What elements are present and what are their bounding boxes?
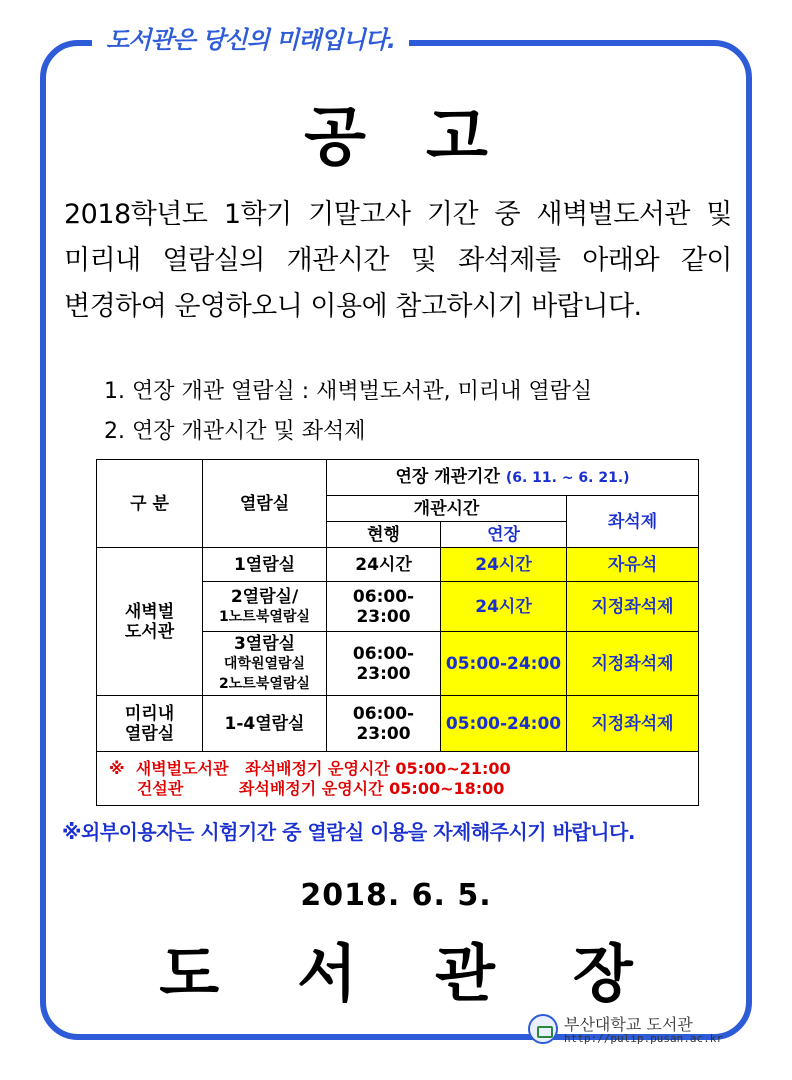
signature: 도서관장 bbox=[159, 937, 711, 1010]
logo-url: http://pulip.pusan.ac.kr bbox=[564, 1032, 723, 1045]
group-name: 새벽벌 도서관 bbox=[97, 548, 203, 696]
header-extended: 연장 bbox=[441, 522, 567, 548]
body-line: 2018학년도 1학기 기말고사 기간 중 새벽벌도서관 및 bbox=[64, 199, 732, 230]
notice-date: 2018. 6. 5. bbox=[300, 878, 492, 913]
current-cell: 06:00-23:00 bbox=[327, 696, 441, 752]
list-item: 2. 연장 개관시간 및 좌석제 bbox=[104, 419, 366, 444]
visitor-warning: ※외부이용자는 시험기간 중 열람실 이용을 자제해주시기 바랍니다. bbox=[62, 820, 635, 844]
list-item: 1. 연장 개관 열람실 : 새벽벌도서관, 미리내 열람실 bbox=[104, 379, 593, 404]
extended-cell: 05:00-24:00 bbox=[441, 632, 567, 696]
header-hours: 개관시간 bbox=[327, 496, 567, 522]
slogan: 도서관은 당신의 미래입니다. bbox=[92, 20, 409, 55]
table-note bbox=[97, 752, 699, 806]
logo-name: 부산대학교 도서관 bbox=[564, 1015, 693, 1034]
seat-cell: 지정좌석제 bbox=[567, 632, 699, 696]
group-name: 미리내 열람실 bbox=[97, 696, 203, 752]
current-cell: 06:00-23:00 bbox=[327, 632, 441, 696]
room-cell: 1열람실 bbox=[203, 548, 327, 582]
notice-title: 공고 bbox=[304, 101, 548, 175]
room-cell: 2열람실/ 1노트북열람실 bbox=[203, 582, 327, 632]
header-period bbox=[327, 460, 699, 496]
period-label: 연장 개관기간 bbox=[395, 467, 500, 487]
university-emblem-icon bbox=[528, 1014, 558, 1044]
table-row bbox=[97, 548, 699, 582]
schedule-table bbox=[96, 459, 699, 806]
header-current: 현행 bbox=[327, 522, 441, 548]
header-category: 구 분 bbox=[97, 460, 203, 548]
room-cell: 1-4열람실 bbox=[203, 696, 327, 752]
extended-cell: 24시간 bbox=[441, 548, 567, 582]
table-row bbox=[97, 696, 699, 752]
note-line: ※ 새벽벌도서관 좌석배정기 운영시간 05:00~21:00 bbox=[109, 758, 511, 778]
notice-body bbox=[64, 192, 732, 330]
note-line: 건설관 좌석배정기 운영시간 05:00~18:00 bbox=[109, 778, 505, 798]
extended-cell: 05:00-24:00 bbox=[441, 696, 567, 752]
seat-cell: 지정좌석제 bbox=[567, 582, 699, 632]
seat-cell: 자유석 bbox=[567, 548, 699, 582]
period-dates: (6. 11. ~ 6. 21.) bbox=[505, 470, 630, 486]
library-logo bbox=[528, 1012, 723, 1052]
header-seat: 좌석제 bbox=[567, 496, 699, 548]
current-cell: 06:00-23:00 bbox=[327, 582, 441, 632]
body-line: 변경하여 운영하오니 이용에 참고하시기 바랍니다. bbox=[64, 291, 642, 322]
item-list bbox=[104, 372, 592, 452]
extended-cell: 24시간 bbox=[441, 582, 567, 632]
body-line: 미리내 열람실의 개관시간 및 좌석제를 아래와 같이 bbox=[64, 245, 732, 276]
room-cell: 3열람실 대학원열람실 2노트북열람실 bbox=[203, 632, 327, 696]
header-room: 열람실 bbox=[203, 460, 327, 548]
seat-cell: 지정좌석제 bbox=[567, 696, 699, 752]
current-cell: 24시간 bbox=[327, 548, 441, 582]
